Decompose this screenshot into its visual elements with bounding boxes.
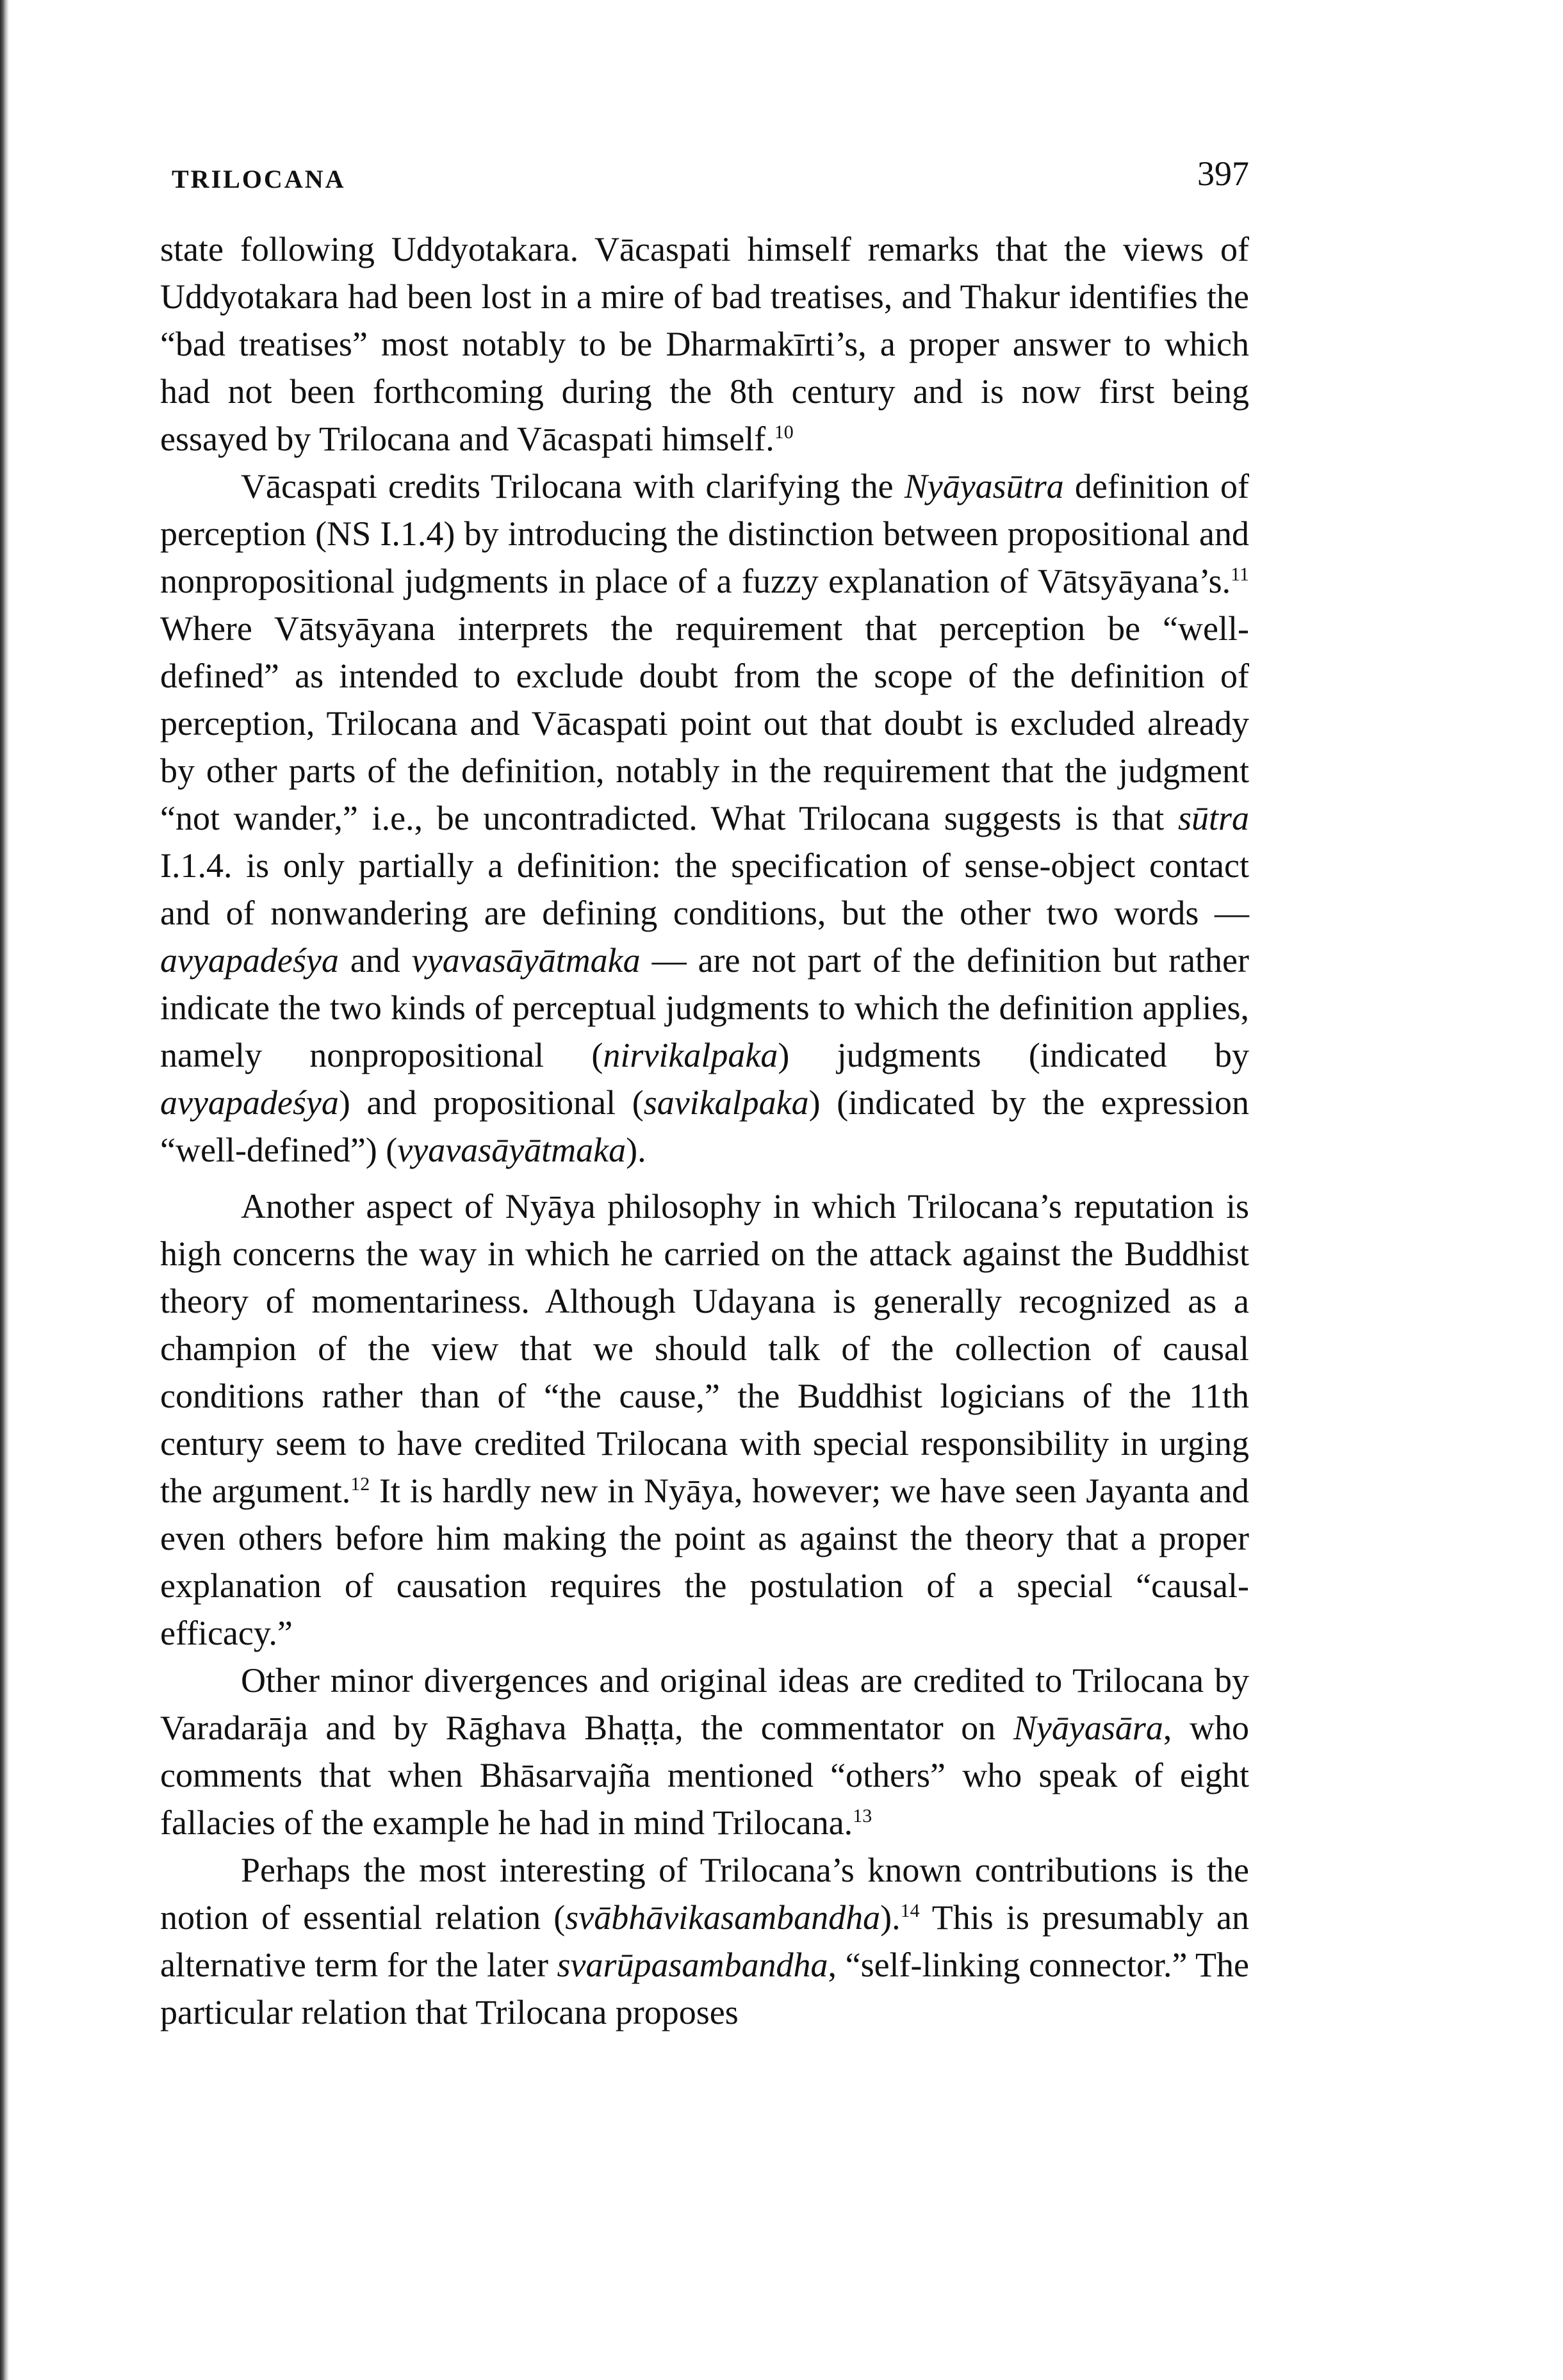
italic-term: savikalpaka: [643, 1083, 809, 1122]
scan-edge: [0, 0, 9, 2380]
italic-term: sūtra: [1177, 799, 1249, 837]
text-run: Vācaspati credits Trilocana with clarifying the: [241, 467, 904, 505]
italic-term: svābhāvikasambandha: [565, 1898, 881, 1937]
italic-term: nirvikalpaka: [603, 1036, 778, 1074]
text-run: , who comments that when Bhāsarvajña mentioned “others” who speak of eight fallacies of the example he had in mind Trilocana.: [160, 1709, 1249, 1842]
body-text: [160, 226, 1249, 2036]
page-number: 397: [1197, 154, 1249, 193]
text-run: I.1.4. is only partially a definition: the specification of sense-object contact and of nonwandering are defining conditions, but the other two words —: [160, 846, 1249, 932]
footnote-ref: 14: [900, 1900, 920, 1921]
text-run: ) (indicated by the expression “well-defined”) (: [160, 1083, 1249, 1169]
italic-term: Nyāyasūtra: [904, 467, 1064, 505]
italic-term: avyapadeśya: [160, 941, 339, 980]
paragraph: [160, 1657, 1249, 1846]
paragraph: [160, 226, 1249, 463]
italic-term: vyavasāyātmaka: [411, 941, 641, 980]
footnote-ref: 13: [853, 1805, 872, 1826]
paragraph: [160, 1183, 1249, 1657]
running-head: [160, 154, 1249, 199]
footnote-ref: 10: [774, 422, 794, 443]
text-run: ) judgments (indicated by: [778, 1036, 1249, 1074]
text-run: Where Vātsyāyana interprets the requirement that perception be “well-defined” as intended to exclude doubt from the scope of the definition of perception, Trilocana and Vācaspati point out that doubt is excluded already by other parts of the definition, notably in the requirement that the judgment “not wander,” i.e., be uncontradicted. What Trilocana suggests is that: [160, 609, 1249, 837]
text-run: This is presumably an alternative term for the later: [160, 1898, 1249, 1984]
text-run: and: [338, 941, 412, 980]
text-run: ).: [880, 1898, 901, 1937]
text-run: Other minor divergences and original ideas are credited to Trilocana by Varadarāja and by Rāghava Bhaṭṭa, the commentator on: [160, 1661, 1249, 1747]
italic-term: Nyāyasāra: [1013, 1709, 1163, 1747]
text-run: It is hardly new in Nyāya, however; we have seen Jayanta and even others before him making the point as against the theory that a proper explanation of causation requires the postulation of a special “causal-efficacy.”: [160, 1472, 1249, 1652]
text-run: — are not part of the definition but rather indicate the two kinds of perceptual judgments to which the definition applies, namely nonpropositional (: [160, 941, 1250, 1074]
paragraph: [160, 1846, 1249, 2036]
footnote-ref: 11: [1231, 564, 1249, 585]
italic-term: svarūpasambandha: [557, 1946, 828, 1984]
book-page: [160, 154, 1249, 2332]
text-run: ) and propositional (: [338, 1083, 644, 1122]
text-run: , “self-linking connector.” The particular relation that Trilocana proposes: [160, 1946, 1250, 2031]
italic-term: avyapadeśya: [160, 1083, 339, 1122]
running-title: TRILOCANA: [172, 165, 346, 193]
text-run: definition of perception (NS I.1.4) by introducing the distinction between propositional and nonpropositional judgments in place of a fuzzy explanation of Vātsyāyana’s.: [160, 467, 1249, 600]
text-run: Another aspect of Nyāya philosophy in which Trilocana’s reputation is high concerns the way in which he carried on the attack against the Buddhist theory of momentariness. Although Udayana is generally recognized as a champion of the view that we should talk of the collection of causal conditions rather than of “the cause,” the Buddhist logicians of the 11th century seem to have credited Trilocana with special responsibility in urging the argument.: [160, 1187, 1249, 1510]
paragraph: [160, 463, 1249, 1174]
text-run: state following Uddyotakara. Vācaspati himself remarks that the views of Uddyotakara had been lost in a mire of bad treatises, and Thakur identifies the “bad treatises” most notably to be Dharmakīrti’s, a proper answer to which had not been forthcoming during the 8th century and is now first being essayed by Trilocana and Vācaspati himself.: [160, 230, 1249, 458]
footnote-ref: 12: [350, 1473, 370, 1495]
italic-term: vyavasāyātmaka: [397, 1131, 626, 1169]
text-run: Perhaps the most interesting of Trilocana’s known contributions is the notion of essential relation (: [160, 1851, 1249, 1937]
text-run: ).: [626, 1131, 646, 1169]
